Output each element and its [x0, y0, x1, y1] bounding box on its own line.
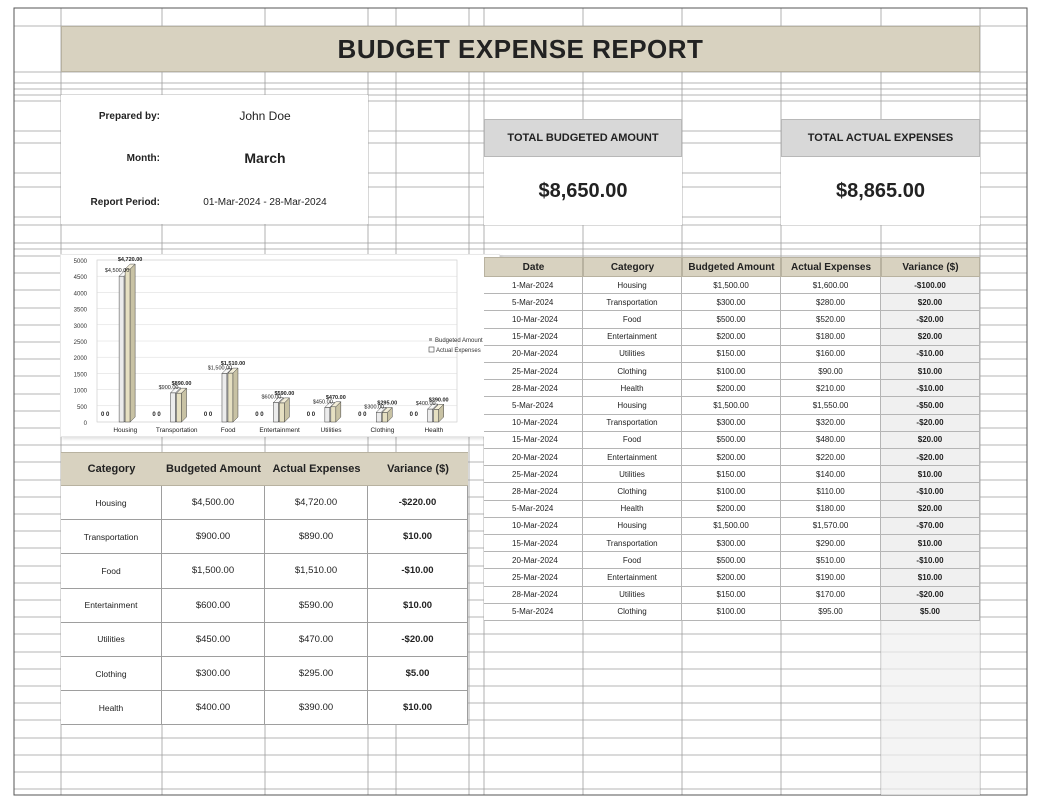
detail-category[interactable]: Entertainment: [583, 449, 682, 466]
detail-actual[interactable]: $290.00: [781, 535, 881, 552]
detail-variance[interactable]: -$100.00: [881, 277, 980, 294]
zero-label: 0 0: [358, 412, 367, 418]
detail-category[interactable]: Utilities: [583, 346, 682, 363]
detail-actual[interactable]: $480.00: [781, 432, 881, 449]
detail-category[interactable]: Health: [583, 501, 682, 518]
detail-category[interactable]: Food: [583, 311, 682, 328]
detail-budgeted[interactable]: $200.00: [682, 380, 781, 397]
detail-category[interactable]: Clothing: [583, 483, 682, 500]
detail-date[interactable]: 28-Mar-2024: [484, 483, 583, 500]
budgeted-data-label: $1,500.00: [207, 365, 233, 372]
x-tick-label: Food: [220, 427, 236, 434]
detail-category[interactable]: Utilities: [583, 587, 682, 604]
detail-actual[interactable]: $520.00: [781, 311, 881, 328]
actual-data-label: $470.00: [325, 394, 346, 401]
actual-bar-entertainment: [279, 398, 289, 422]
y-tick-label: 2000: [73, 356, 87, 363]
total-budgeted-value: $8,650.00: [484, 157, 682, 225]
detail-budgeted[interactable]: $1,500.00: [682, 397, 781, 414]
budgeted-data-label: $300.00: [364, 404, 385, 411]
budgeted-data-label: $450.00: [312, 399, 333, 406]
detail-actual[interactable]: $1,570.00: [781, 518, 881, 535]
summary-actual[interactable]: $390.00: [265, 691, 368, 725]
summary-variance[interactable]: $10.00: [368, 589, 468, 623]
detail-header-1: Category: [583, 257, 682, 277]
detail-budgeted[interactable]: $200.00: [682, 449, 781, 466]
detail-actual[interactable]: $110.00: [781, 483, 881, 500]
summary-header-1: Budgeted Amount: [162, 452, 265, 486]
y-tick-label: 1000: [73, 388, 87, 395]
detail-date[interactable]: 10-Mar-2024: [484, 311, 583, 328]
summary-actual[interactable]: $295.00: [265, 657, 368, 691]
detail-actual[interactable]: $160.00: [781, 346, 881, 363]
detail-category[interactable]: Food: [583, 552, 682, 569]
detail-actual[interactable]: $180.00: [781, 501, 881, 518]
detail-variance[interactable]: -$10.00: [881, 483, 980, 500]
actual-data-label: $890.00: [171, 381, 192, 388]
transaction-detail-table: [484, 257, 980, 621]
x-tick-label: Clothing: [370, 427, 395, 434]
detail-date[interactable]: 5-Mar-2024: [484, 604, 583, 621]
detail-date[interactable]: 15-Mar-2024: [484, 329, 583, 346]
x-tick-label: Utilities: [320, 427, 342, 434]
budgeted-data-label: $400.00: [415, 401, 436, 408]
detail-variance[interactable]: -$10.00: [881, 552, 980, 569]
detail-date[interactable]: 20-Mar-2024: [484, 346, 583, 363]
summary-variance[interactable]: -$10.00: [368, 554, 468, 588]
category-summary-table: [61, 452, 468, 725]
detail-header-0: Date: [484, 257, 583, 277]
detail-actual[interactable]: $90.00: [781, 363, 881, 380]
report-period-label: Report Period:: [90, 196, 160, 208]
detail-header-4: Variance ($): [881, 257, 980, 277]
detail-actual[interactable]: $1,550.00: [781, 397, 881, 414]
summary-budgeted[interactable]: $300.00: [162, 657, 265, 691]
total-budgeted-header: TOTAL BUDGETED AMOUNT: [484, 119, 682, 157]
summary-variance[interactable]: $5.00: [368, 657, 468, 691]
actual-bar-food: [228, 368, 238, 422]
legend-budgeted: Budgeted Amount: [435, 338, 483, 344]
summary-actual[interactable]: $470.00: [265, 623, 368, 657]
detail-variance[interactable]: -$20.00: [881, 449, 980, 466]
zero-label: 0 0: [409, 412, 418, 418]
detail-budgeted[interactable]: $1,500.00: [682, 518, 781, 535]
y-tick-label: 4000: [73, 291, 87, 298]
summary-budgeted[interactable]: $1,500.00: [162, 554, 265, 588]
zero-label: 0 0: [203, 412, 213, 418]
x-tick-label: Entertainment: [259, 427, 300, 434]
summary-header-0: Category: [61, 452, 162, 486]
detail-budgeted[interactable]: $300.00: [682, 415, 781, 432]
y-tick-label: 3500: [73, 307, 87, 314]
detail-budgeted[interactable]: $1,500.00: [682, 277, 781, 294]
detail-actual[interactable]: $510.00: [781, 552, 881, 569]
y-tick-label: 4500: [73, 275, 87, 282]
zero-label: 0 0: [152, 412, 161, 418]
detail-variance[interactable]: $10.00: [881, 363, 980, 380]
detail-category[interactable]: Clothing: [583, 604, 682, 621]
detail-variance[interactable]: $5.00: [881, 604, 980, 621]
detail-date[interactable]: 5-Mar-2024: [484, 397, 583, 414]
detail-category[interactable]: Transportation: [583, 535, 682, 552]
detail-category[interactable]: Housing: [583, 277, 682, 294]
detail-variance[interactable]: -$70.00: [881, 518, 980, 535]
y-tick-label: 5000: [73, 259, 87, 265]
month-value[interactable]: March: [244, 150, 286, 166]
detail-variance[interactable]: $10.00: [881, 535, 980, 552]
detail-budgeted[interactable]: $100.00: [682, 604, 781, 621]
detail-budgeted[interactable]: $200.00: [682, 569, 781, 586]
y-tick-label: 1500: [73, 372, 87, 379]
budgeted-data-label: $600.00: [261, 394, 282, 401]
detail-budgeted[interactable]: $500.00: [682, 552, 781, 569]
detail-date[interactable]: 25-Mar-2024: [484, 466, 583, 483]
detail-budgeted[interactable]: $200.00: [682, 329, 781, 346]
summary-variance[interactable]: $10.00: [368, 691, 468, 725]
summary-actual[interactable]: $890.00: [265, 520, 368, 554]
summary-variance[interactable]: -$220.00: [368, 486, 468, 520]
detail-date[interactable]: 25-Mar-2024: [484, 569, 583, 586]
summary-category[interactable]: Utilities: [61, 623, 162, 657]
detail-actual[interactable]: $170.00: [781, 587, 881, 604]
summary-variance[interactable]: -$20.00: [368, 623, 468, 657]
summary-category[interactable]: Transportation: [61, 520, 162, 554]
chart-plot: [61, 255, 501, 438]
summary-budgeted[interactable]: $900.00: [162, 520, 265, 554]
budget-vs-actual-chart[interactable]: [60, 254, 500, 437]
legend-actual: Actual Expenses: [436, 348, 481, 354]
detail-actual[interactable]: $95.00: [781, 604, 881, 621]
budgeted-data-label: $4,500.00: [104, 268, 130, 275]
detail-variance[interactable]: -$10.00: [881, 380, 980, 397]
detail-date[interactable]: 28-Mar-2024: [484, 587, 583, 604]
detail-budgeted[interactable]: $300.00: [682, 535, 781, 552]
summary-category[interactable]: Entertainment: [61, 589, 162, 623]
x-tick-label: Housing: [113, 427, 138, 434]
detail-category[interactable]: Transportation: [583, 294, 682, 311]
detail-date[interactable]: 25-Mar-2024: [484, 363, 583, 380]
detail-variance[interactable]: $20.00: [881, 294, 980, 311]
actual-data-label: $590.00: [274, 390, 295, 397]
summary-actual[interactable]: $4,720.00: [265, 486, 368, 520]
summary-budgeted[interactable]: $600.00: [162, 589, 265, 623]
actual-data-label: $1,510.00: [220, 361, 246, 368]
detail-variance[interactable]: -$50.00: [881, 397, 980, 414]
x-tick-label: Health: [424, 427, 444, 434]
summary-header-3: Variance ($): [368, 452, 468, 486]
y-tick-label: 0: [83, 421, 87, 427]
detail-budgeted[interactable]: $500.00: [682, 311, 781, 328]
budgeted-data-label: $900.00: [158, 384, 179, 391]
summary-header-2: Actual Expenses: [265, 452, 368, 486]
detail-category[interactable]: Clothing: [583, 363, 682, 380]
detail-variance[interactable]: $20.00: [881, 501, 980, 518]
detail-category[interactable]: Utilities: [583, 466, 682, 483]
actual-data-label: $390.00: [428, 397, 449, 404]
detail-variance[interactable]: $10.00: [881, 569, 980, 586]
report-title: BUDGET EXPENSE REPORT: [61, 26, 980, 72]
detail-date[interactable]: 28-Mar-2024: [484, 380, 583, 397]
detail-actual[interactable]: $280.00: [781, 294, 881, 311]
y-tick-label: 3000: [73, 323, 87, 330]
detail-category[interactable]: Entertainment: [583, 569, 682, 586]
detail-actual[interactable]: $220.00: [781, 449, 881, 466]
detail-category[interactable]: Entertainment: [583, 329, 682, 346]
prepared-by-label: Prepared by:: [98, 110, 160, 122]
detail-budgeted[interactable]: $100.00: [682, 483, 781, 500]
detail-variance[interactable]: -$10.00: [881, 346, 980, 363]
detail-variance[interactable]: $20.00: [881, 329, 980, 346]
detail-actual[interactable]: $320.00: [781, 415, 881, 432]
detail-budgeted[interactable]: $100.00: [682, 363, 781, 380]
detail-date[interactable]: 10-Mar-2024: [484, 518, 583, 535]
detail-budgeted[interactable]: $200.00: [682, 501, 781, 518]
detail-variance[interactable]: -$20.00: [881, 587, 980, 604]
zero-label: 0 0: [306, 412, 316, 418]
detail-variance[interactable]: -$20.00: [881, 415, 980, 432]
detail-actual[interactable]: $180.00: [781, 329, 881, 346]
zero-label: 0 0: [101, 412, 110, 418]
detail-variance[interactable]: -$20.00: [881, 311, 980, 328]
report-period-value[interactable]: 01-Mar-2024 - 28-Mar-2024: [203, 196, 327, 208]
summary-budgeted[interactable]: $450.00: [162, 623, 265, 657]
detail-date[interactable]: 15-Mar-2024: [484, 535, 583, 552]
detail-budgeted[interactable]: $500.00: [682, 432, 781, 449]
detail-date[interactable]: 1-Mar-2024: [484, 277, 583, 294]
detail-category[interactable]: Food: [583, 432, 682, 449]
detail-header-2: Budgeted Amount: [682, 257, 781, 277]
detail-budgeted[interactable]: $150.00: [682, 346, 781, 363]
detail-date[interactable]: 5-Mar-2024: [484, 294, 583, 311]
summary-actual[interactable]: $590.00: [265, 589, 368, 623]
y-tick-label: 500: [76, 404, 87, 411]
actual-bar-transportation: [177, 388, 187, 422]
summary-budgeted[interactable]: $400.00: [162, 691, 265, 725]
detail-date[interactable]: 15-Mar-2024: [484, 432, 583, 449]
detail-actual[interactable]: $140.00: [781, 466, 881, 483]
y-tick-label: 2500: [73, 340, 87, 346]
detail-category[interactable]: Housing: [583, 397, 682, 414]
summary-variance[interactable]: $10.00: [368, 520, 468, 554]
summary-budgeted[interactable]: $4,500.00: [162, 486, 265, 520]
detail-budgeted[interactable]: $150.00: [682, 466, 781, 483]
month-label: Month:: [126, 152, 160, 164]
detail-header-3: Actual Expenses: [781, 257, 881, 277]
detail-budgeted[interactable]: $150.00: [682, 587, 781, 604]
variance-column-fill: [881, 621, 980, 795]
summary-category[interactable]: Food: [61, 554, 162, 588]
actual-bar-housing: [125, 264, 135, 422]
detail-actual[interactable]: $210.00: [781, 380, 881, 397]
total-actual-header: TOTAL ACTUAL EXPENSES: [781, 119, 980, 157]
zero-label: 0 0: [255, 412, 264, 418]
prepared-by-value[interactable]: John Doe: [239, 109, 291, 123]
actual-data-label: $295.00: [377, 400, 398, 407]
summary-actual[interactable]: $1,510.00: [265, 554, 368, 588]
detail-date[interactable]: 20-Mar-2024: [484, 449, 583, 466]
detail-category[interactable]: Transportation: [583, 415, 682, 432]
actual-data-label: $4,720.00: [117, 257, 143, 264]
detail-date[interactable]: 20-Mar-2024: [484, 552, 583, 569]
detail-budgeted[interactable]: $300.00: [682, 294, 781, 311]
x-tick-label: Transportation: [155, 427, 198, 434]
detail-date[interactable]: 10-Mar-2024: [484, 415, 583, 432]
detail-actual[interactable]: $1,600.00: [781, 277, 881, 294]
detail-variance[interactable]: $10.00: [881, 466, 980, 483]
detail-variance[interactable]: $20.00: [881, 432, 980, 449]
total-actual-value: $8,865.00: [781, 157, 980, 225]
summary-category[interactable]: Health: [61, 691, 162, 725]
summary-category[interactable]: Clothing: [61, 657, 162, 691]
detail-date[interactable]: 5-Mar-2024: [484, 501, 583, 518]
detail-category[interactable]: Housing: [583, 518, 682, 535]
detail-actual[interactable]: $190.00: [781, 569, 881, 586]
summary-category[interactable]: Housing: [61, 486, 162, 520]
detail-category[interactable]: Health: [583, 380, 682, 397]
